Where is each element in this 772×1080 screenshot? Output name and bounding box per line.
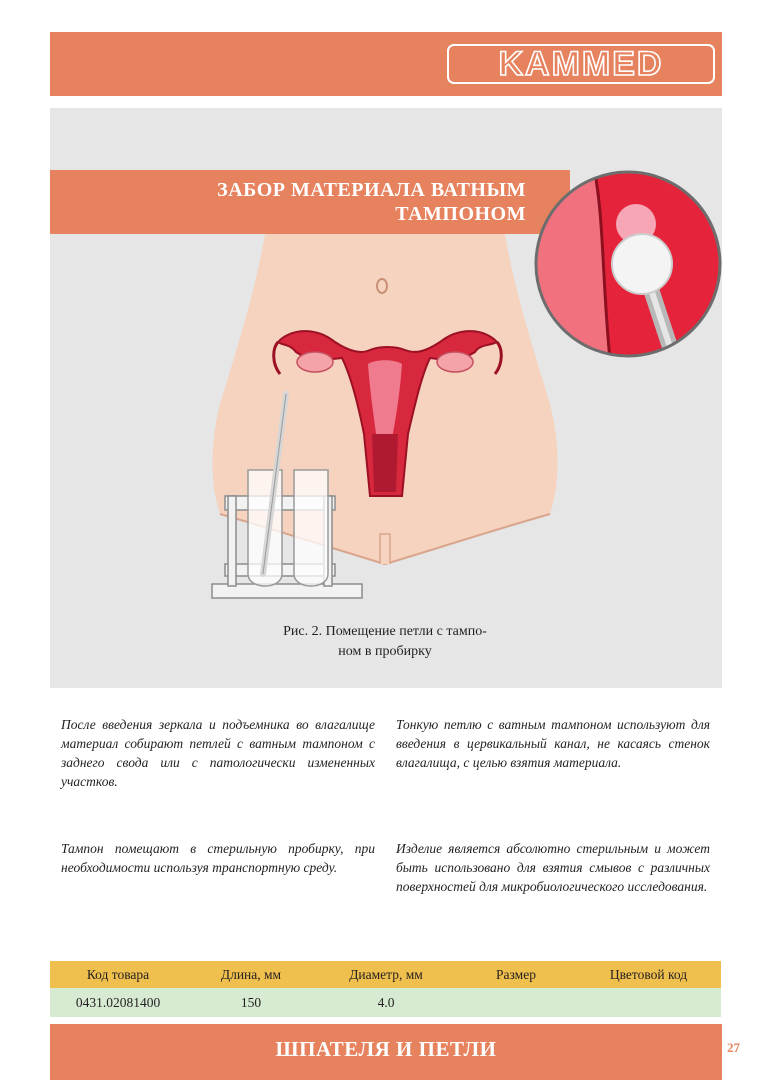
caption-line1: Рис. 2. Помещение петли с тампо- (283, 624, 487, 639)
footer-title: ШПАТЕЛЯ И ПЕТЛИ (275, 1037, 497, 1061)
table-header-cell: Цветовой код (576, 961, 721, 988)
section-title-line1: ЗАБОР МАТЕРИАЛА ВАТНЫМ (217, 179, 526, 201)
table-cell: 4.0 (316, 988, 456, 1017)
table-header-row (50, 961, 721, 988)
zoom-inset-circle (532, 168, 724, 360)
logo-text: KAMMED (498, 45, 664, 83)
paragraph-2: Тонкую петлю с ватным тампоном используют для введения в цервикальный канал, не касаясь стенок влагалища, с целью взятия материала. (396, 717, 710, 770)
table-header-cell: Код товара (50, 961, 186, 988)
caption-line2: ном в пробирку (338, 644, 432, 659)
table-header-cell: Размер (456, 961, 576, 988)
product-table (50, 961, 721, 1017)
section-title-bar (50, 170, 570, 234)
header-bar (50, 32, 722, 96)
table-row (50, 988, 721, 1017)
table-cell: 0431.02081400 (50, 988, 186, 1017)
page-number: 27 (727, 1040, 740, 1055)
paragraph-3: Тампон помещают в стерильную пробирку, при необходимости используя транспортную среду. (61, 841, 375, 875)
paragraph-1: После введения зеркала и подъемника во влагалище материал собирают петлей с ватным тампоном с заднего свода или с патологически измененных участков. (61, 717, 375, 789)
section-title (217, 178, 526, 226)
table-cell (456, 988, 576, 1017)
figure-caption (250, 622, 520, 662)
table-cell (576, 988, 721, 1017)
table-header-cell: Длина, мм (186, 961, 316, 988)
table-header-cell: Диаметр, мм (316, 961, 456, 988)
table-cell: 150 (186, 988, 316, 1017)
kammed-logo (446, 42, 716, 86)
footer-bar (50, 1024, 722, 1080)
section-title-line2: ТАМПОНОМ (395, 203, 526, 225)
paragraph-4: Изделие является абсолютно стерильным и может быть использовано для взятия смывов с различных поверхностей для микробиологического исследования. (396, 841, 710, 894)
